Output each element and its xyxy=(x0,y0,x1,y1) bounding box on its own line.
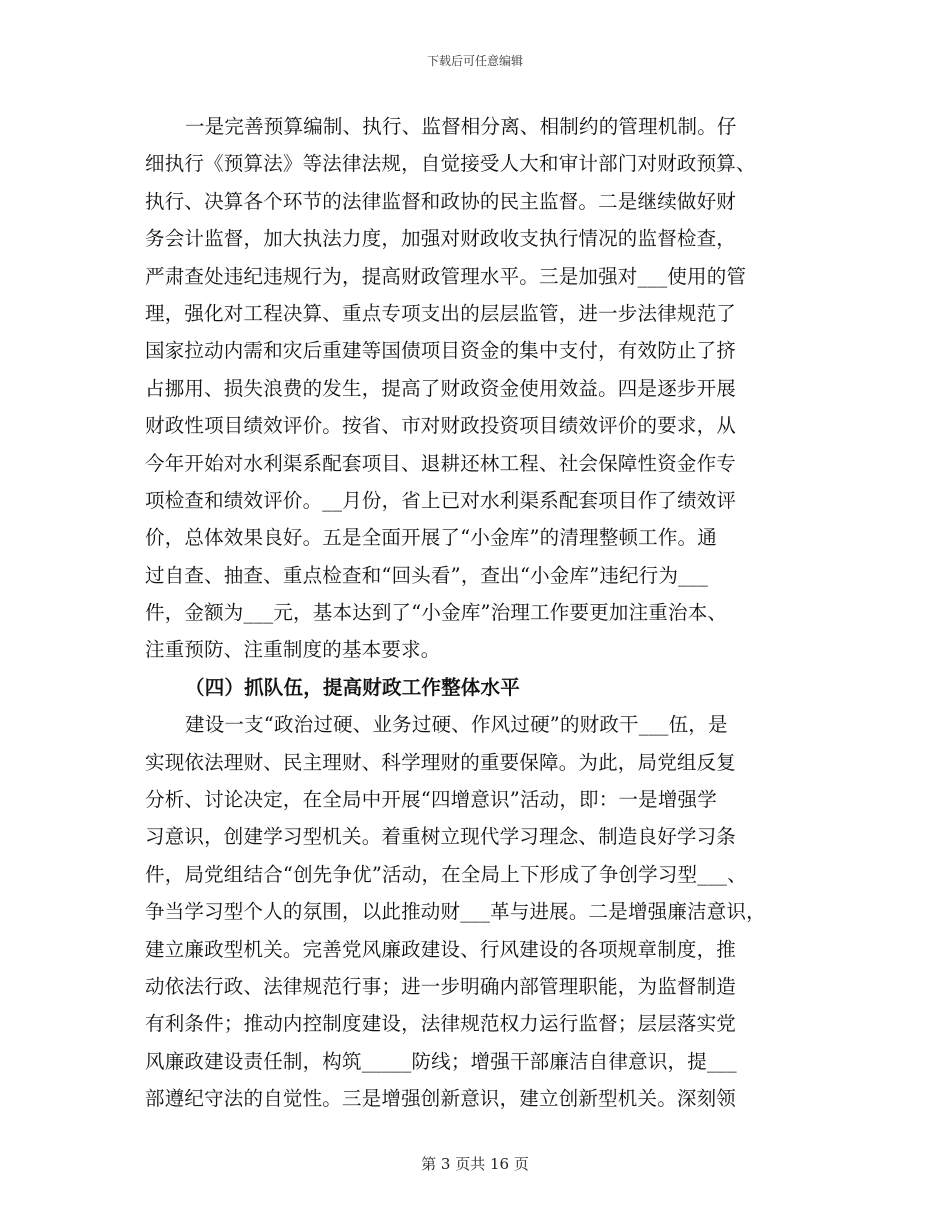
paragraph-line: 分析、讨论决定，在全局中开展“四增意识”活动，即：一是增强学 xyxy=(145,788,717,812)
paragraph-line: 占挪用、损失浪费的发生，提高了财政资金使用效益。四是逐步开展 xyxy=(145,376,737,400)
paragraph-line: 有利条件；推动内控制度建设，法律规范权力运行监督；层层落实党 xyxy=(145,1012,737,1036)
document-body xyxy=(145,108,813,1118)
page-header: 下载后可任意编辑 xyxy=(426,54,523,68)
paragraph-line: 财政性项目绩效评价。按省、市对财政投资项目绩效评价的要求，从 xyxy=(145,414,737,438)
paragraph-line: 项检查和绩效评价。__月份，省上已对水利渠系配套项目作了绩效评 xyxy=(145,488,737,512)
paragraph-line: 注重预防、注重制度的基本要求。 xyxy=(145,638,441,662)
paragraph-line: 国家拉动内需和灾后重建等国债项目资金的集中支付，有效防止了挤 xyxy=(145,339,737,363)
paragraph-line: 动依法行政、法律规范行事；进一步明确内部管理职能，为监督制造 xyxy=(145,974,737,998)
paragraph-line: 建设一支“政治过硬、业务过硬、作风过硬”的财政干___伍，是 xyxy=(185,713,728,737)
paragraph-line: 价，总体效果良好。五是全面开展了“小金库”的清理整顿工作。通 xyxy=(145,526,717,550)
paragraph-line: 过自查、抽查、重点检查和“回头看”，查出“小金库”违纪行为___ xyxy=(145,563,709,587)
paragraph-line: 风廉政建设责任制，构筑_____防线；增强干部廉洁自律意识，提___ xyxy=(145,1049,737,1073)
paragraph-line: 细执行《预算法》等法律法规，自觉接受人大和审计部门对财政预算、 xyxy=(145,152,756,176)
paragraph-line: 习意识，创建学习型机关。着重树立现代学习理念、制造良好学习条 xyxy=(145,825,737,849)
page-footer: 第 3 页共 16 页 xyxy=(421,1155,529,1173)
section-heading: （四）抓队伍，提高财政工作整体水平 xyxy=(185,675,520,699)
paragraph-line: 今年开始对水利渠系配套项目、退耕还林工程、社会保障性资金作专 xyxy=(145,451,737,475)
paragraph-line: 争当学习型个人的氛围，以此推动财___革与进展。二是增强廉洁意识， xyxy=(145,900,766,924)
paragraph-line: 理，强化对工程决算、重点专项支出的层层监管，进一步法律规范了 xyxy=(145,301,737,325)
paragraph-line: 建立廉政型机关。完善党风廉政建设、行风建设的各项规章制度，推 xyxy=(145,937,737,961)
paragraph-line: 执行、决算各个环节的法律监督和政协的民主监督。二是继续做好财 xyxy=(145,189,737,213)
paragraph-line: 实现依法理财、民主理财、科学理财的重要保障。为此，局党组反复 xyxy=(145,750,737,774)
paragraph-line: 件，局党组结合“创先争优”活动，在全局上下形成了争创学习型___、 xyxy=(145,862,747,886)
paragraph-line: 部遵纪守法的自觉性。三是增强创新意识，建立创新型机关。深刻领 xyxy=(145,1087,737,1111)
paragraph-line: 一是完善预算编制、执行、监督相分离、相制约的管理机制。仔 xyxy=(185,115,737,138)
paragraph-line: 务会计监督，加大执法力度，加强对财政收支执行情况的监督检查， xyxy=(145,227,737,251)
paragraph-line: 严肃查处违纪违规行为，提高财政管理水平。三是加强对___使用的管 xyxy=(145,264,747,288)
paragraph-line: 件，金额为___元，基本达到了“小金库”治理工作要更加注重治本、 xyxy=(145,601,728,625)
